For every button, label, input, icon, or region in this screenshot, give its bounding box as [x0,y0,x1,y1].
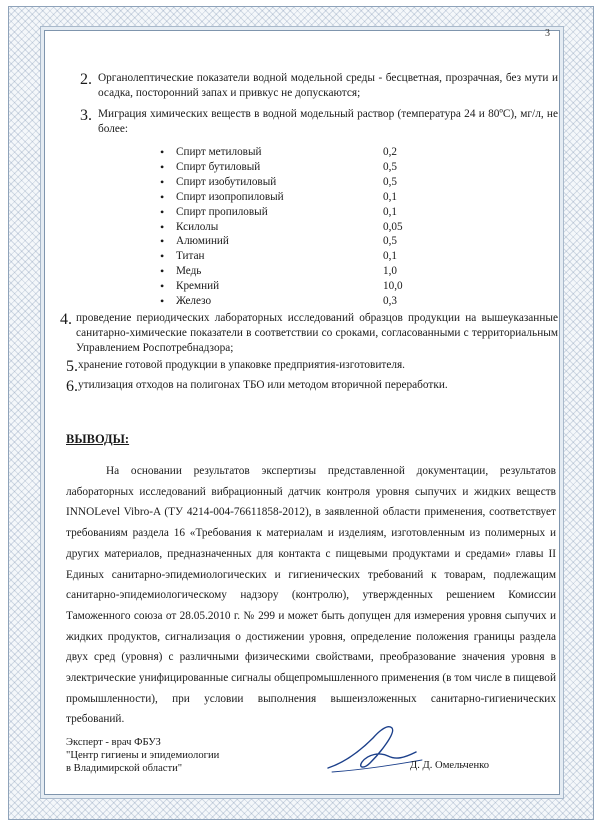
item-number: 2. [80,71,92,88]
item-text: утилизация отходов на полигонах ТБО или методом вторичной переработки. [78,379,448,391]
substance-value: 0,1 [383,190,397,203]
substance-value: 0,5 [383,160,397,173]
substance-name: Ксилолы [176,220,219,233]
signature-title: Эксперт - врач ФБУЗ [66,737,161,748]
substance-name: Спирт изобутиловый [176,175,277,188]
substance-name: Спирт метиловый [176,146,262,158]
signature-block [66,736,219,775]
list-item [66,358,558,373]
substance-name: Железо [176,295,212,307]
substance-value: 0,05 [383,220,403,233]
substance-value: 1,0 [383,265,397,278]
conclusion-heading: ВЫВОДЫ: [66,432,130,446]
item-number: 3. [80,107,92,124]
bullet-icon: • [160,204,165,219]
substance-name: Алюминий [176,235,229,248]
list-item [80,107,558,137]
substance-name: Титан [176,250,205,263]
item-text: хранение готовой продукции в упаковке предприятия-изготовителя. [78,359,406,371]
bullet-icon: • [160,219,165,234]
substance-value: 0,2 [383,146,397,158]
page-number: 3 [545,28,550,39]
item-text: Органолептические показатели водной модельной среды - бесцветная, прозрачная, без мути и осадка, посторонний запах и привкус не допускаются; [98,72,558,99]
substance-name: Спирт пропиловый [176,205,268,218]
signature-region: в Владимирской области" [66,763,183,774]
conclusion-paragraph: На основании результатов экспертизы представленной документации, результатов лабораторных исследований вибрационный датчик контроля уровня сыпучих и жидких веществ INNOLevel Vibro-A (ТУ 4214-004-76611858-2012), в заявленной области применения, соответствует требованиям раздела 16 «Требования к материалам и изделиям, изготовленным из полимерных и других материалов, предназначенных для контакта с пищевыми продуктами и средами» главы II Единых санитарно-эпидемиологических и гигиенических требований к товарам, подлежащим санитарно-эпидемиологическому надзору (контролю), утвержденных решением Комиссии Таможенного союза от 28.05.2010 г. № 299 и может быть допущен для измерения уровня сыпучих и жидких продуктов, сигнализация о достижении уровня, определение положения границы раздела двух сред (уровня) с различными физическими свойствами, преобразование значения уровня в электрические унифицированные сигналы общепромышленного применения (в том числе в пищевой промышленности), при условии выполнения вышеизложенных санитарно-гигиенических требований. [66,465,556,726]
substance-name: Кремний [176,280,220,293]
bullet-icon: • [160,145,165,159]
bullet-icon: • [160,189,165,204]
bullet-icon: • [160,294,165,308]
item-number: 4. [60,311,72,328]
list-item [60,311,558,356]
bullet-icon: • [160,249,165,264]
list-item [80,71,558,101]
bullet-icon: • [160,174,165,189]
substance-value: 0,1 [383,205,397,218]
list-item [66,378,558,393]
substance-value: 0,5 [383,235,397,248]
substance-value: 10,0 [383,280,403,293]
signature-name: Д. Д. Омельченко [410,760,490,771]
bullet-icon: • [160,279,165,294]
bullet-icon: • [160,159,165,174]
item-number: 5. [66,358,78,375]
substance-value: 0,1 [383,250,397,263]
bullet-icon: • [160,234,165,249]
item-number: 6. [66,378,78,395]
substance-name: Спирт изопропиловый [176,190,284,203]
item-text: проведение периодических лабораторных исследований образцов продукции на вышеуказанные санитарно-химические показатели в соответствии со сроками, согласованными с территориальным Управлением Роспотребнадзора; [76,312,558,354]
bullet-icon: • [160,264,165,279]
substance-value: 0,3 [383,295,397,307]
conclusion-text [66,461,556,730]
substance-name: Спирт бутиловый [176,160,261,173]
substance-name: Медь [176,265,202,278]
substance-value: 0,5 [383,175,397,188]
signature-organization: "Центр гигиены и эпидемиологии [66,750,220,761]
item-text: Миграция химических веществ в водной модельный раствор (температура 24 и 80ºС), мг/л, не более: [98,108,558,135]
